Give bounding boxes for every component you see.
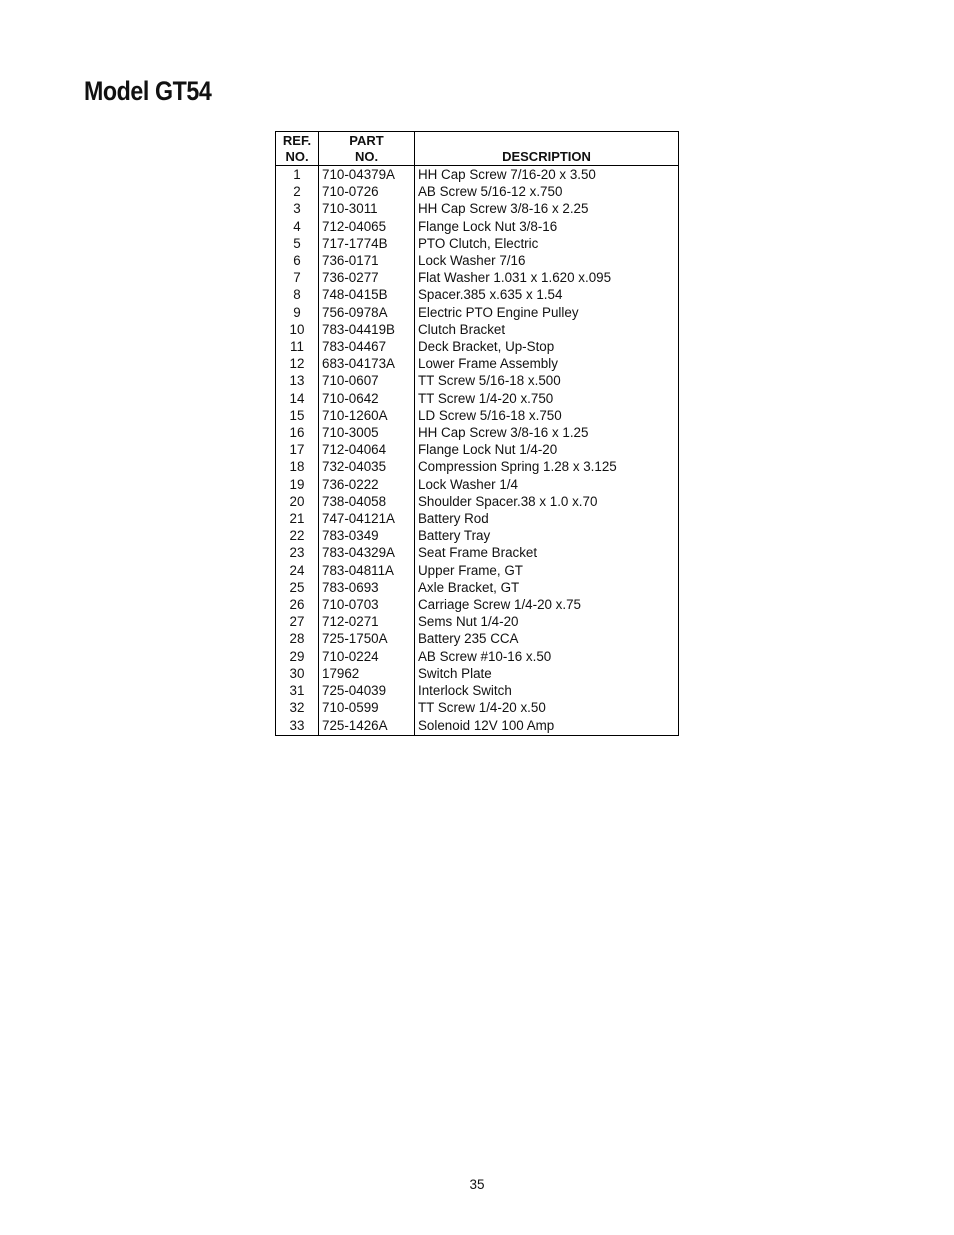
part-no-cell: 710-04379A	[319, 166, 415, 184]
parts-table	[275, 131, 679, 736]
part-no-cell: 736-0222	[319, 476, 415, 493]
description-cell: Flat Washer 1.031 x 1.620 x.095	[418, 270, 612, 286]
table-row	[276, 235, 679, 252]
description-cell: Flange Lock Nut 3/8-16	[418, 218, 558, 234]
description-cell: Switch Plate	[418, 665, 492, 681]
description-cell: TT Screw 5/16-18 x.500	[418, 373, 561, 389]
description-cell: Solenoid 12V 100 Amp	[418, 717, 555, 733]
ref-no-cell: 15	[276, 407, 319, 424]
table-row	[276, 682, 679, 699]
part-no-cell: 725-1750A	[319, 630, 415, 647]
part-no-cell: 783-04329A	[319, 544, 415, 561]
part-no-cell: 783-04811A	[319, 562, 415, 579]
ref-no-cell: 24	[276, 562, 319, 579]
header-part-line2: NO.	[354, 149, 379, 164]
ref-no-cell: 12	[276, 355, 319, 372]
table-row	[276, 252, 679, 269]
table-row	[276, 527, 679, 544]
description-cell: Carriage Screw 1/4-20 x.75	[418, 597, 581, 613]
description-cell: Lower Frame Assembly	[418, 356, 558, 372]
ref-no-cell: 9	[276, 304, 319, 321]
description-cell: Lock Washer 7/16	[418, 253, 526, 269]
description-cell: Battery Rod	[418, 511, 489, 527]
ref-no-cell: 2	[276, 183, 319, 200]
ref-no-cell: 26	[276, 596, 319, 613]
description-cell: Deck Bracket, Up-Stop	[418, 339, 555, 355]
table-row	[276, 579, 679, 596]
ref-no-cell: 22	[276, 527, 319, 544]
ref-no-cell: 25	[276, 579, 319, 596]
description-cell: Lock Washer 1/4	[418, 476, 518, 492]
part-no-cell: 747-04121A	[319, 510, 415, 527]
table-row	[276, 630, 679, 647]
table-row	[276, 596, 679, 613]
ref-no-cell: 1	[276, 166, 319, 184]
table-header	[276, 132, 679, 166]
header-ref-line1: REF.	[282, 133, 312, 148]
description-cell: LD Screw 5/16-18 x.750	[418, 407, 562, 423]
table-row	[276, 200, 679, 217]
part-no-cell: 712-0271	[319, 613, 415, 630]
part-no-cell: 725-1426A	[319, 717, 415, 736]
description-cell: Clutch Bracket	[418, 321, 506, 337]
ref-no-cell: 23	[276, 544, 319, 561]
table-row	[276, 424, 679, 441]
part-no-cell: 717-1774B	[319, 235, 415, 252]
part-no-cell: 712-04065	[319, 218, 415, 235]
table-row	[276, 613, 679, 630]
table-row	[276, 218, 679, 235]
page-number: 35	[469, 1177, 485, 1192]
part-no-cell: 710-0642	[319, 390, 415, 407]
ref-no-cell: 11	[276, 338, 319, 355]
table-row	[276, 458, 679, 475]
part-no-cell: 710-0607	[319, 372, 415, 389]
table-row	[276, 338, 679, 355]
ref-no-cell: 14	[276, 390, 319, 407]
ref-no-cell: 28	[276, 630, 319, 647]
header-part-line1: PART	[349, 133, 384, 148]
table-row	[276, 321, 679, 338]
description-cell: AB Screw #10-16 x.50	[418, 648, 552, 664]
description-cell: Compression Spring 1.28 x 3.125	[418, 459, 617, 475]
description-cell: Spacer.385 x.635 x 1.54	[418, 287, 563, 303]
part-no-cell: 783-04467	[319, 338, 415, 355]
ref-no-cell: 33	[276, 717, 319, 736]
part-no-cell: 710-0599	[319, 699, 415, 716]
description-cell: Electric PTO Engine Pulley	[418, 304, 579, 320]
header-ref-line2: NO.	[285, 149, 309, 164]
description-cell: Seat Frame Bracket	[418, 545, 538, 561]
ref-no-cell: 16	[276, 424, 319, 441]
part-no-cell: 756-0978A	[319, 304, 415, 321]
table-row	[276, 544, 679, 561]
table-row	[276, 269, 679, 286]
part-no-cell: 783-0693	[319, 579, 415, 596]
description-cell: TT Screw 1/4-20 x.50	[418, 700, 546, 716]
table-row	[276, 510, 679, 527]
part-no-cell: 736-0171	[319, 252, 415, 269]
part-no-cell: 710-0224	[319, 648, 415, 665]
part-no-cell: 710-0703	[319, 596, 415, 613]
ref-no-cell: 18	[276, 458, 319, 475]
part-no-cell: 732-04035	[319, 458, 415, 475]
table-row	[276, 665, 679, 682]
table-row	[276, 304, 679, 321]
description-cell: HH Cap Screw 3/8-16 x 1.25	[418, 425, 589, 441]
ref-no-cell: 10	[276, 321, 319, 338]
table-row	[276, 562, 679, 579]
part-no-cell: 712-04064	[319, 441, 415, 458]
table-row	[276, 441, 679, 458]
table-row	[276, 183, 679, 200]
table-row	[276, 648, 679, 665]
ref-no-cell: 13	[276, 372, 319, 389]
header-row	[276, 132, 679, 166]
description-cell: Shoulder Spacer.38 x 1.0 x.70	[418, 493, 598, 509]
table-body	[276, 166, 679, 736]
description-cell: Axle Bracket, GT	[418, 579, 520, 595]
description-cell: AB Screw 5/16-12 x.750	[418, 184, 563, 200]
description-cell: Battery 235 CCA	[418, 631, 519, 647]
table-row	[276, 493, 679, 510]
ref-no-cell: 8	[276, 286, 319, 303]
description-cell: TT Screw 1/4-20 x.750	[418, 390, 554, 406]
part-no-cell: 783-0349	[319, 527, 415, 544]
description-cell: HH Cap Screw 7/16-20 x 3.50	[418, 167, 596, 182]
ref-no-cell: 17	[276, 441, 319, 458]
part-no-cell: 736-0277	[319, 269, 415, 286]
ref-no-cell: 3	[276, 200, 319, 217]
description-cell: HH Cap Screw 3/8-16 x 2.25	[418, 201, 589, 217]
table-row	[276, 166, 679, 184]
ref-no-cell: 20	[276, 493, 319, 510]
description-cell: PTO Clutch, Electric	[418, 235, 539, 251]
description-cell: Upper Frame, GT	[418, 562, 523, 578]
table-row	[276, 476, 679, 493]
part-no-cell: 17962	[319, 665, 415, 682]
description-cell: Battery Tray	[418, 528, 491, 544]
part-no-cell: 683-04173A	[319, 355, 415, 372]
ref-no-cell: 32	[276, 699, 319, 716]
header-description: DESCRIPTION	[415, 132, 679, 166]
description-cell: Sems Nut 1/4-20	[418, 614, 519, 630]
table-row	[276, 355, 679, 372]
part-no-cell: 710-0726	[319, 183, 415, 200]
ref-no-cell: 5	[276, 235, 319, 252]
table-row	[276, 390, 679, 407]
part-no-cell: 710-1260A	[319, 407, 415, 424]
header-part-no	[319, 132, 415, 166]
page-title: Model GT54	[84, 76, 212, 106]
part-no-cell: 725-04039	[319, 682, 415, 699]
part-no-cell: 710-3011	[319, 200, 415, 217]
table-row	[276, 407, 679, 424]
table-row	[276, 717, 679, 736]
part-no-cell: 783-04419B	[319, 321, 415, 338]
part-no-cell: 710-3005	[319, 424, 415, 441]
ref-no-cell: 29	[276, 648, 319, 665]
table-row	[276, 372, 679, 389]
table-row	[276, 699, 679, 716]
table-row	[276, 286, 679, 303]
ref-no-cell: 31	[276, 682, 319, 699]
part-no-cell: 738-04058	[319, 493, 415, 510]
header-ref-no	[276, 132, 319, 166]
part-no-cell: 748-0415B	[319, 286, 415, 303]
description-cell: Interlock Switch	[418, 683, 512, 699]
description-cell: Flange Lock Nut 1/4-20	[418, 442, 558, 458]
ref-no-cell: 27	[276, 613, 319, 630]
ref-no-cell: 21	[276, 510, 319, 527]
ref-no-cell: 30	[276, 665, 319, 682]
ref-no-cell: 4	[276, 218, 319, 235]
ref-no-cell: 19	[276, 476, 319, 493]
ref-no-cell: 7	[276, 269, 319, 286]
ref-no-cell: 6	[276, 252, 319, 269]
